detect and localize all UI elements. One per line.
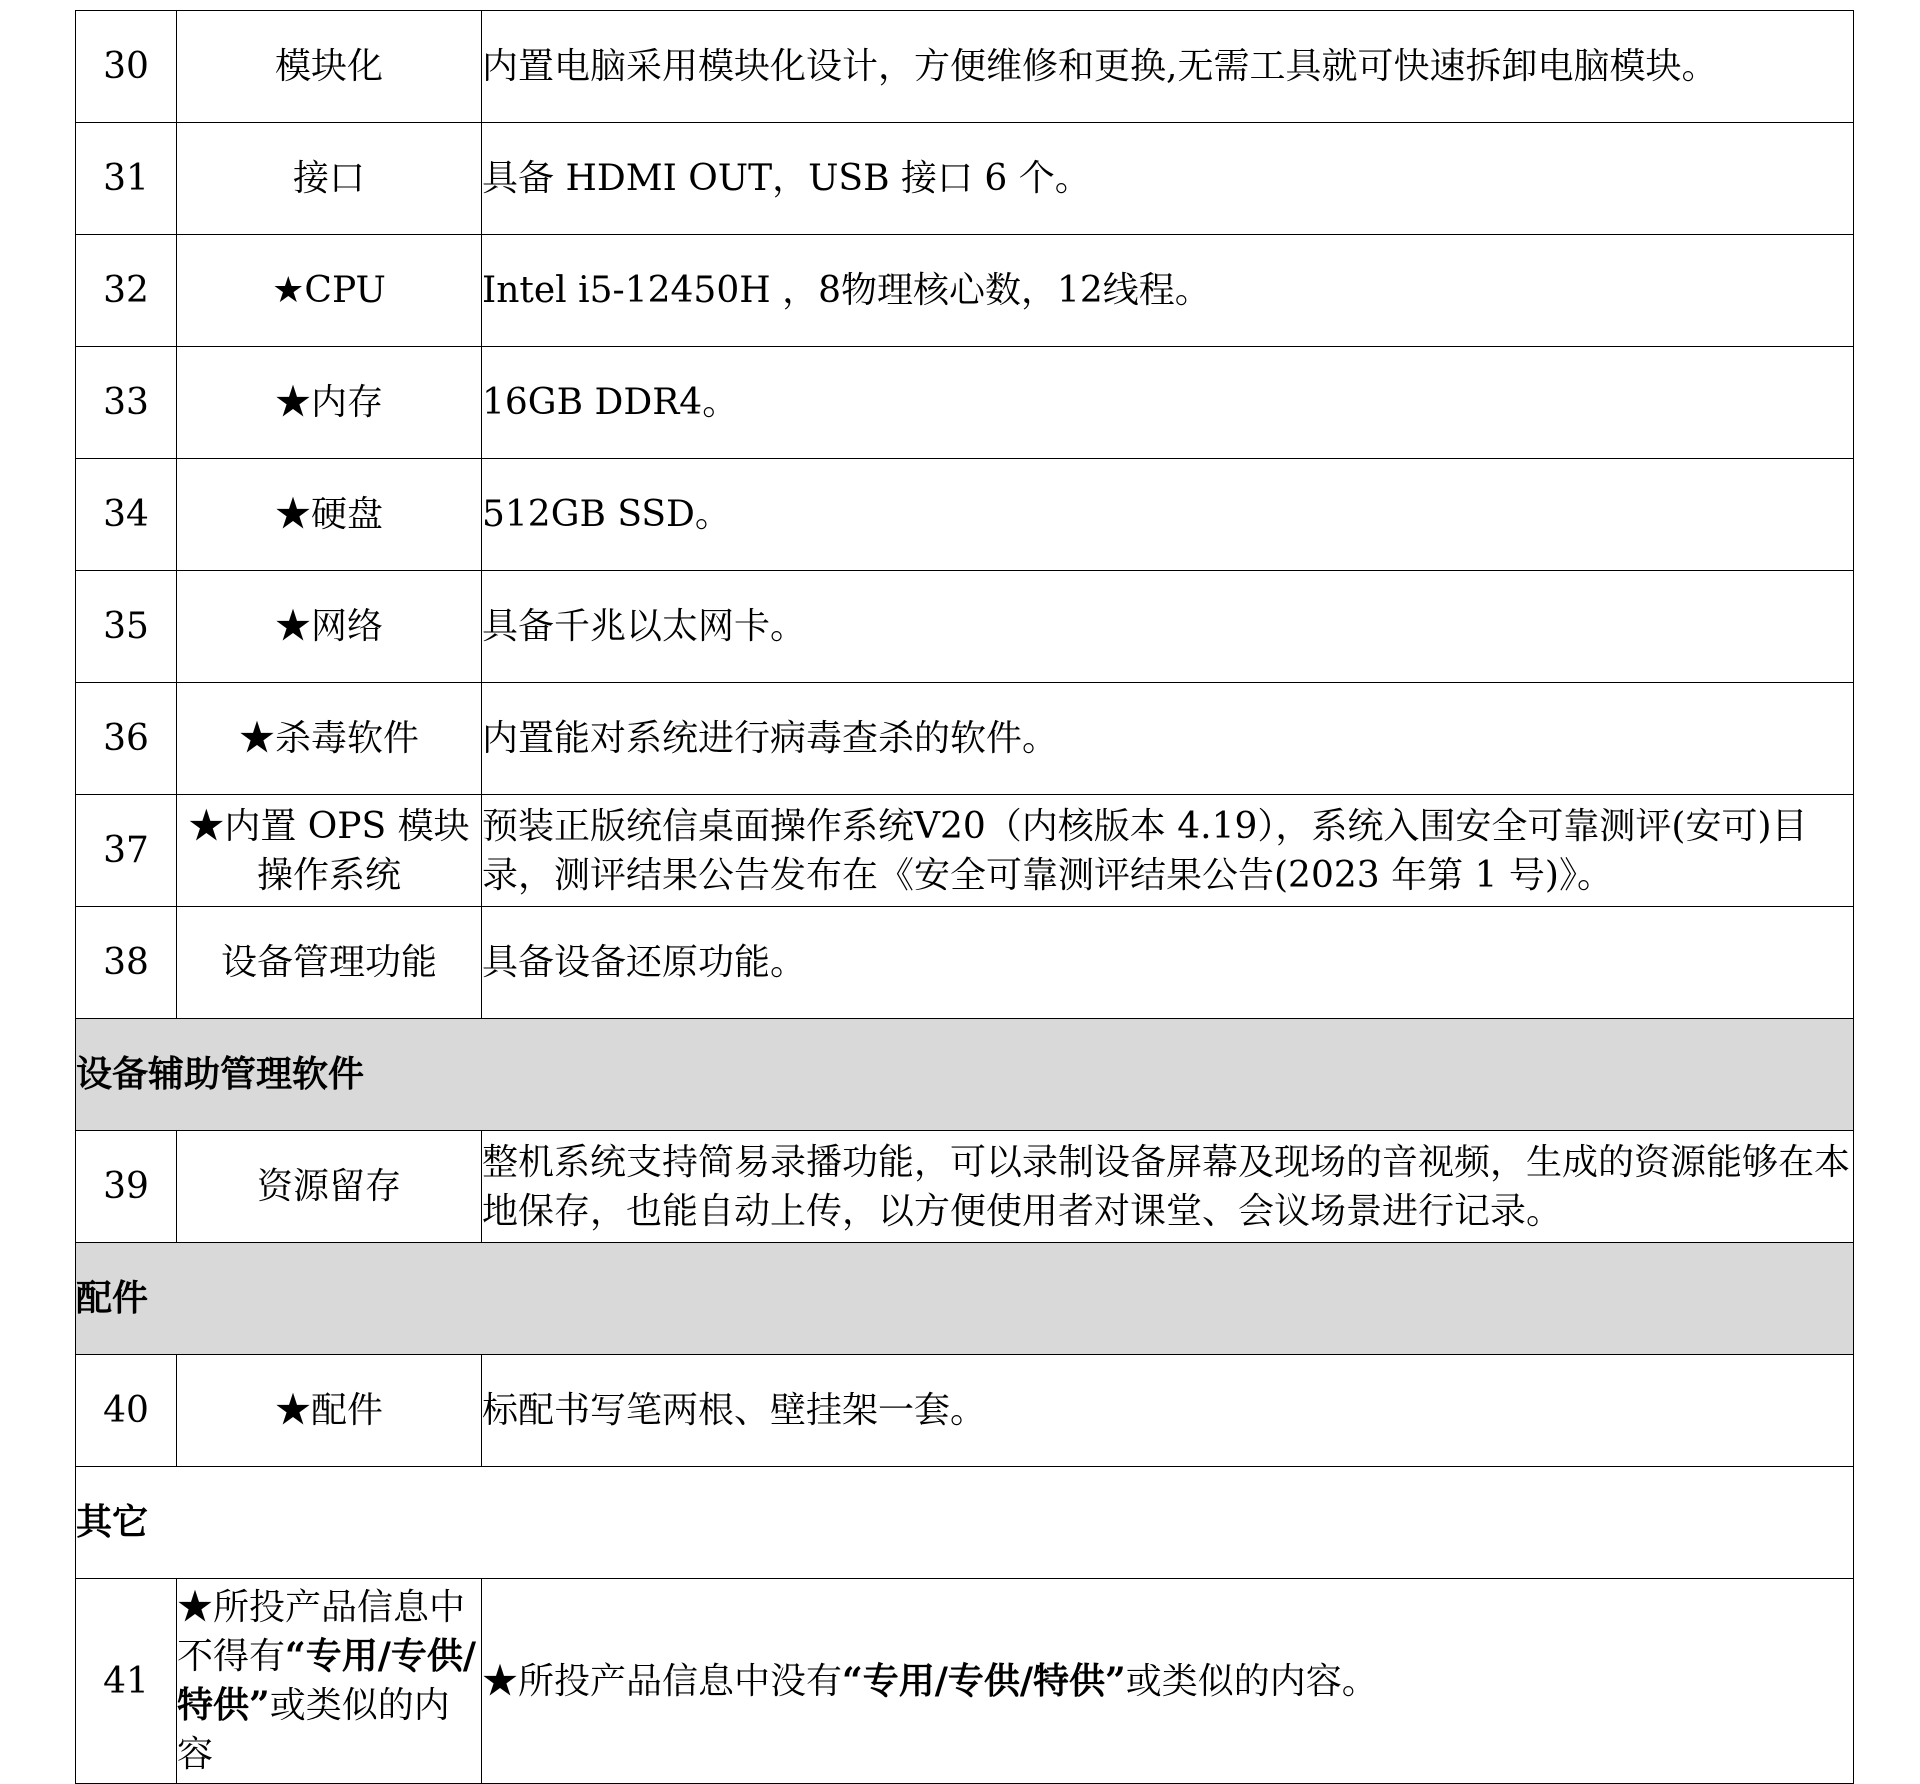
table-row <box>76 1131 1854 1243</box>
item-name-quoted: “专用/专供/特供” <box>177 1635 477 1726</box>
item-name: 模块化 <box>177 11 482 123</box>
table-row <box>76 795 1854 907</box>
section-row <box>76 1467 1854 1579</box>
item-description: 内置电脑采用模块化设计，方便维修和更换,无需工具就可快速拆卸电脑模块。 <box>482 11 1854 123</box>
row-number: 36 <box>76 683 177 795</box>
section-heading-other: 其它 <box>76 1467 1854 1579</box>
item-name: ★硬盘 <box>177 459 482 571</box>
description-prefix: ★所投产品信息中没有 <box>482 1660 843 1702</box>
item-name: 接口 <box>177 123 482 235</box>
table-row <box>76 347 1854 459</box>
item-name: 设备管理功能 <box>177 907 482 1019</box>
section-heading-accessories: 配件 <box>76 1243 1854 1355</box>
row-number: 30 <box>76 11 177 123</box>
item-description: Intel i5-12450H ，8物理核心数，12线程。 <box>482 235 1854 347</box>
row-number: 35 <box>76 571 177 683</box>
item-description: 整机系统支持简易录播功能，可以录制设备屏幕及现场的音视频，生成的资源能够在本地保存，也能自动上传，以方便使用者对课堂、会议场景进行记录。 <box>482 1131 1854 1243</box>
description-quoted: “专用/专供/特供” <box>842 1659 1126 1702</box>
item-name <box>177 1579 482 1784</box>
item-description: 16GB DDR4。 <box>482 347 1854 459</box>
item-description: 内置能对系统进行病毒查杀的软件。 <box>482 683 1854 795</box>
row-number: 40 <box>76 1355 177 1467</box>
item-description: 预装正版统信桌面操作系统V20（内核版本 4.19），系统入围安全可靠测评(安可)目录，测评结果公告发布在《安全可靠测评结果公告(2023 年第 1 号)》。 <box>482 795 1854 907</box>
table-row <box>76 235 1854 347</box>
table-row <box>76 123 1854 235</box>
table-row <box>76 11 1854 123</box>
row-number: 33 <box>76 347 177 459</box>
item-name: ★CPU <box>177 235 482 347</box>
item-name-suffix: 或类似的内容 <box>177 1685 450 1775</box>
item-description <box>482 1579 1854 1784</box>
item-name: ★配件 <box>177 1355 482 1467</box>
item-name-prefix: ★所投产品信息中不得有 <box>177 1587 466 1677</box>
section-row <box>76 1019 1854 1131</box>
section-heading-software: 设备辅助管理软件 <box>76 1019 1854 1131</box>
row-number: 38 <box>76 907 177 1019</box>
table-row <box>76 683 1854 795</box>
description-suffix: 或类似的内容。 <box>1125 1660 1378 1702</box>
item-description: 具备 HDMI OUT，USB 接口 6 个。 <box>482 123 1854 235</box>
section-row <box>76 1243 1854 1355</box>
item-name: 资源留存 <box>177 1131 482 1243</box>
table-row <box>76 1355 1854 1467</box>
item-name: ★内存 <box>177 347 482 459</box>
spec-table <box>75 10 1854 1784</box>
item-description: 标配书写笔两根、壁挂架一套。 <box>482 1355 1854 1467</box>
row-number: 34 <box>76 459 177 571</box>
table-row <box>76 459 1854 571</box>
table-row <box>76 907 1854 1019</box>
row-number: 39 <box>76 1131 177 1243</box>
table-row <box>76 1579 1854 1784</box>
row-number: 32 <box>76 235 177 347</box>
row-number: 31 <box>76 123 177 235</box>
item-name: ★杀毒软件 <box>177 683 482 795</box>
row-number: 41 <box>76 1579 177 1784</box>
item-name: ★内置 OPS 模块操作系统 <box>177 795 482 907</box>
item-description: 具备设备还原功能。 <box>482 907 1854 1019</box>
table-row <box>76 571 1854 683</box>
item-description: 具备千兆以太网卡。 <box>482 571 1854 683</box>
row-number: 37 <box>76 795 177 907</box>
item-name: ★网络 <box>177 571 482 683</box>
item-description: 512GB SSD。 <box>482 459 1854 571</box>
